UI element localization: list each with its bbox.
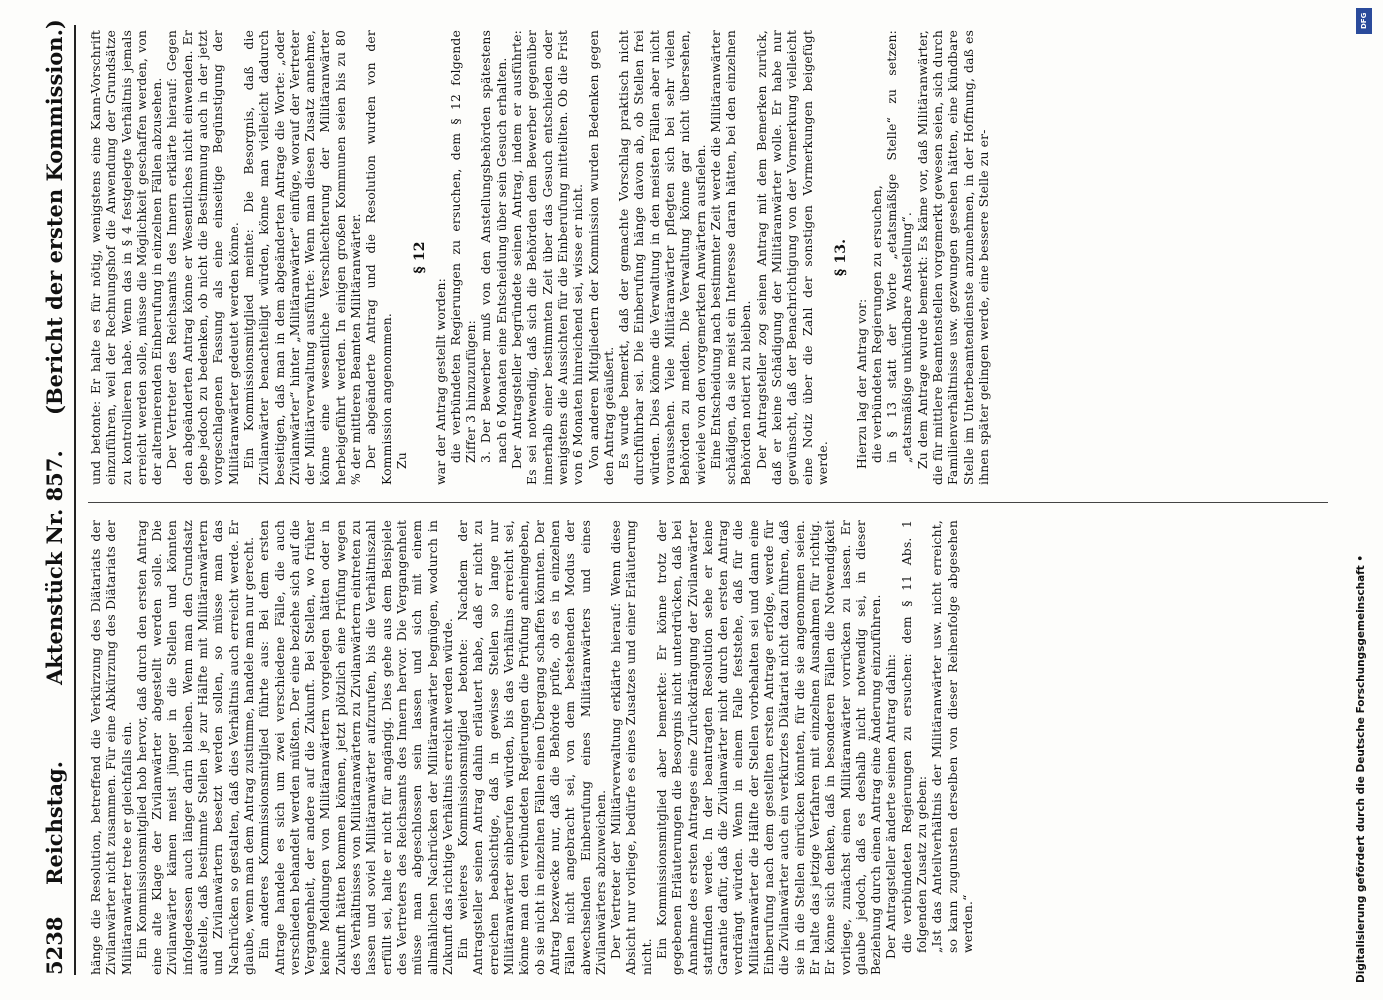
paragraph: und betonte: Er halte es für nötig, wenigstens eine Kann-Vorschrift einzuführen, weil der Rechnungshof die Anwendung der Grundsätze zu kontrollieren habe. Wenn das in § 4 festgelegte Verhältnis jemals erreicht werden solle, müsse die Möglichkeit geschaffen werden, von der alternierenden Einberufung in einzelnen Fällen abzusehen.: [88, 30, 165, 485]
paragraph: Es wurde bemerkt, daß der gemachte Vorschlag praktisch nicht durchführbar sei. Die Einberufung hänge davon ab, ob Stellen frei würden. Dies könne die Verwaltung in den meisten Fällen aber nicht voraussehen. Viele Militäranwärter pflegten sich bei sehr vielen Behörden zu melden. Die Verwaltung könne gar nicht übersehen, wieviele von den vorgemerkten Anwärtern ausfielen.: [616, 30, 708, 485]
paragraph: Der Vertreter des Reichsamts des Innern erklärte hierauf: Gegen den abgeänderten Antrag könne er Wesentliches nicht einwenden. Er gebe jedoch zu bedenken, ob nicht die Bestimmung auch in der jetzt vorgeschlagenen Fassung als eine einseitige Begünstigung der Militäranwärter gedeutet werden könne.: [164, 30, 241, 485]
paragraph: Ein Kommissionsmitglied meinte: Die Besorgnis, daß die Zivilanwärter benachteiligt würden, könne man vielleicht dadurch beseitigen, daß man in dem abgeänderten Antrage die Worte: „oder Zivilanwärter“ hinter „Militäranwärter“ einfüge, worauf der Vertreter der Militärverwaltung ausführte: Wenn man diesen Zusatz annehme, könne eine wesentliche Verschlechterung der Militäranwärter herbeigeführt werden. In einigen großen Kommunen seien bis zu 80 % der mittleren Beamten Militäranwärter.: [240, 30, 364, 485]
paragraph: Hierzu lag der Antrag vor:: [853, 298, 869, 469]
paragraph: § 13.: [833, 238, 850, 277]
header-right-title: (Bericht der ersten Kommission.): [42, 19, 67, 415]
paragraph: Der Vertreter der Militärverwaltung erklärte hierauf: Wenn diese Absicht nur vorliege, bedürfe es eines Zusatzes und einer Erläuterung nicht.: [608, 520, 654, 975]
paragraph: § 12: [412, 241, 429, 274]
header-center-title: Aktenstück Nr. 857.: [42, 450, 67, 685]
paragraph: Der abgeänderte Antrag und die Resolution wurden von der Kommission angenommen.: [363, 30, 394, 485]
paragraph: Zu: [393, 452, 409, 469]
right-column: [88, 30, 1338, 485]
page-header: [30, 19, 78, 975]
paragraph: Ein Kommissionsmitglied aber bemerkte: Er könne trotz der gegebenen Erläuterungen die Besorgnis nicht unterdrücken, daß bei Annahme des ersten Antrages eine Zurückdrängung der Zivilanwärter stattfinden werde. In der beantragten Resolution sehe er keine Garantie dafür, daß die Zivilanwärter nicht durch den ersten Antrag verdrängt würden. Wenn in einem Falle feststehe, daß für die Militäranwärter die Hälfte der Stellen vorbehalten sei und dann eine Einberufung nach dem gestellten ersten Antrage erfolge, werde für die Zivilanwärter auch ein verkürztes Diätariat nicht dazu führen, daß sie in die Stellen einrücken könnten, für die sie angenommen seien. Er halte das jetzige Verfahren mit einzelnen Ausnahmen für richtig. Er könne sich denken, daß in besonderen Fällen die Notwendigkeit vorliege, zunächst einen Militäranwärter vorrücken zu lassen. Er glaube jedoch, daß es deshalb nicht notwendig sei, in dieser Beziehung durch einen Antrag eine Änderung einzuführen.: [653, 520, 884, 975]
digitization-note: Digitalisierung gefördert durch die Deutsche Forschungsgemeinschaft •: [1355, 554, 1367, 983]
header-left-title: Reichstag.: [42, 761, 67, 885]
paragraph: Von anderen Mitgliedern der Kommission wurden Bedenken gegen den Antrag geäußert.: [585, 30, 616, 485]
paragraph: war der Antrag gestellt worden:: [432, 278, 448, 485]
paragraph: Ein Kommissionsmitglied hob hervor, daß durch den ersten Antrag eine alte Klage der Zivilanwärter abgestellt werden solle. Die Zivilanwärter kämen meist jünger in die Stellen und könnten infolgedessen auch länger darin bleiben. Wenn man den Grundsatz aufstelle, daß bestimmte Stellen je zur Hälfte mit Militäranwärtern und Zivilanwärtern besetzt werden sollen, so müsse man das Nachrücken so gestalten, daß dies Verhältnis auch erreicht werde. Er glaube, wenn man dem Antrag zustimme, handele man nur gerecht.: [133, 520, 256, 975]
page-number: 5238: [42, 916, 67, 975]
paragraph: „Ist das Anteilverhältnis der Militäranwärter usw. nicht erreicht, so kann zugunsten derselben von dieser Reihenfolge abgesehen werden.“: [929, 520, 975, 953]
rotated-page-content: [30, 19, 1350, 975]
column-divider: [88, 502, 1328, 503]
paragraph: hänge die Resolution, betreffend die Verkürzung des Diätariats der Zivilanwärter nicht zusammen. Für eine Abkürzung des Diätariats der Militäranwärter trete er gleichfalls ein.: [88, 520, 134, 975]
digitization-sidebar: [1352, 8, 1374, 998]
paragraph: Ein anderes Kommissionsmitglied führte aus: Bei dem ersten Antrage handele es sich um zwei verschiedene Fälle, die auch verschieden behandelt werden müßten. Der eine beziehe sich auf die Vergangenheit, der andere auf die Zukunft. Bei Stellen, wo früher keine Meldungen von Militäranwärtern vorgelegen hätten oder in Zukunft hätten kommen können, jetzt plötzlich eine Prüfung wegen des Verhältnisses von Militäranwärtern zu Zivilanwärtern eintreten zu lassen und soviel Militäranwärter aufzurufen, bis die Verhältniszahl erfüllt sei, halte er nicht für angängig. Dies gehe aus dem Beispiele des Vertreters des Reichsamts des Innern hervor. Die Vergangenheit müsse man abgeschlossen sein lassen und sich mit einem allmählichen Nachrücken der Militäranwärter begnügen, wodurch in Zukunft das richtige Verhältnis erreicht werden würde.: [256, 520, 455, 975]
left-column: [88, 520, 1338, 975]
paragraph: die verbündeten Regierungen zu ersuchen,: [868, 185, 884, 463]
paragraph: Der Antragsteller begründete seinen Antrag, indem er ausführte: Es sei notwendig, daß sich die Behörden dem Bewerber gegenüber innerhalb einer bestimmten Zeit über das Gesuch entschieden oder wenigstens die Aussichten für die Einberufung mitteilten. Ob die Frist von 6 Monaten hinreichend sei, wisse er nicht.: [509, 30, 586, 485]
paragraph: Eine Entscheidung nach bestimmter Zeit werde die Militäranwärter schädigen, da sie meist ein Interesse daran hätten, bei den einzelnen Behörden notiert zu bleiben.: [707, 30, 754, 485]
paragraph: Der Antragsteller änderte seinen Antrag dahin:: [883, 653, 899, 959]
paragraph: Der Antragsteller zog seinen Antrag mit dem Bemerken zurück, daß er keine Schädigung der Militäranwärter wolle. Er habe nur gewünscht, daß der Benachrichtigung von der Vormerkung vielleicht eine Notiz über die Zahl der sonstigen Vormerkungen beigefügt werde.: [753, 30, 830, 485]
paragraph: in § 13 statt der Worte „etatsmäßige Stelle“ zu setzen: „etatsmäßige unkündbare Anstellung“.: [884, 30, 915, 463]
paragraph: 3. Der Bewerber muß von den Anstellungsbehörden spätestens nach 6 Monaten eine Entscheidung über sein Gesuch erhalten.: [478, 30, 509, 463]
paragraph: Zu dem Antrage wurde bemerkt: Es käme vor, daß Militäranwärter, die für mittlere Beamtenstellen vorgemerkt gewesen seien, sich durch Familienverhältnisse usw. gezwungen gesehen hätten, eine kündbare Stelle im Unterbeamtendienste anzunehmen, in der Hoffnung, daß es ihnen später gelingen werde, eine bessere Stelle zu er-: [914, 30, 991, 485]
paragraph: die verbündeten Regierungen zu ersuchen: dem § 11 Abs. 1 folgenden Zusatz zu geben:: [898, 520, 930, 953]
paragraph: die verbündeten Regierungen zu ersuchen, dem § 12 folgende Ziffer 3 hinzuzufügen:: [447, 30, 479, 463]
paragraph: Ein weiteres Kommissionsmitglied betonte: Nachdem der Antragsteller seinen Antrag dahin erläutert habe, daß er nicht zu erreichen beabsichtige, daß in gewisse Stellen so lange nur Militäranwärter einberufen würden, bis das Verhältnis erreicht sei, könne man den verbündeten Regierungen die Prüfung anheimgeben, ob sie nicht in einzelnen Fällen einen Übergang schaffen könnten. Der Antrag bezwecke nur, daß die Behörde prüfe, ob es in einzelnen Fällen nicht angebracht sei, von dem bestehenden Modus der abwechselnden Einberufung eines Militäranwärters und eines Zivilanwärters abzuweichen.: [455, 520, 608, 975]
dfg-logo-badge: DFG: [1356, 8, 1372, 34]
header-rule: [74, 25, 76, 975]
